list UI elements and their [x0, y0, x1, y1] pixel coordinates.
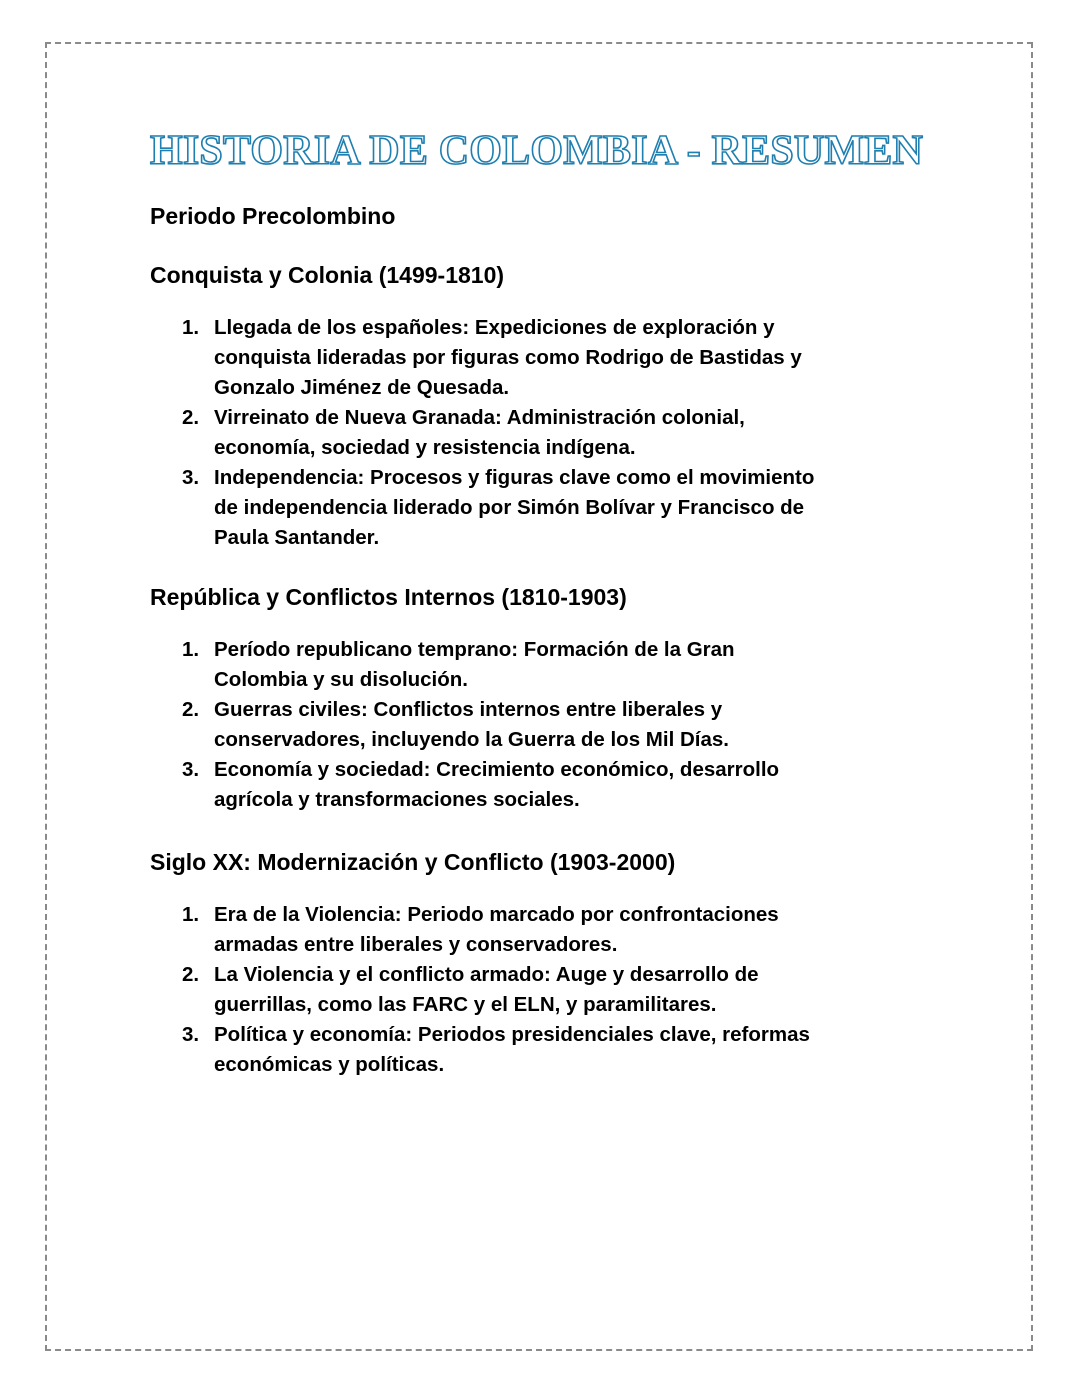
section-heading-republica: República y Conflictos Internos (1810-1903) — [150, 584, 627, 610]
list-item — [182, 960, 950, 1020]
list-item-line: conquista lideradas por figuras como Rodrigo de Bastidas y — [214, 346, 802, 369]
list-item-line: armadas entre liberales y conservadores. — [214, 933, 618, 956]
list-item — [182, 755, 950, 815]
list-item-number: 3. — [182, 466, 200, 489]
document-content — [150, 118, 950, 1080]
list-item-line: Virreinato de Nueva Granada: Administración colonial, — [214, 406, 745, 429]
list-item-line: económicas y políticas. — [214, 1053, 445, 1076]
list-item-number: 2. — [182, 406, 200, 429]
list-conquista — [150, 313, 950, 553]
list-item-number: 3. — [182, 758, 200, 781]
list-item-number: 1. — [182, 903, 200, 926]
list-item-line: Guerras civiles: Conflictos internos entre liberales y — [214, 698, 723, 721]
list-item — [182, 313, 950, 403]
list-item-line: Independencia: Procesos y figuras clave como el movimiento — [214, 466, 815, 489]
list-item — [182, 695, 950, 755]
list-item-line: agrícola y transformaciones sociales. — [214, 788, 580, 811]
list-item — [182, 900, 950, 960]
list-item-line: Colombia y su disolución. — [214, 668, 468, 691]
section-heading-precolombino: Periodo Precolombino — [150, 203, 396, 229]
section-heading-conquista: Conquista y Colonia (1499-1810) — [150, 262, 505, 288]
list-item — [182, 635, 950, 695]
list-item — [182, 403, 950, 463]
list-item-number: 2. — [182, 963, 200, 986]
list-item-line: Era de la Violencia: Periodo marcado por confrontaciones — [214, 903, 779, 926]
list-item-line: conservadores, incluyendo la Guerra de los Mil Días. — [214, 728, 729, 751]
list-item-number: 2. — [182, 698, 200, 721]
list-item-number: 1. — [182, 316, 200, 339]
document-title: HISTORIA DE COLOMBIA - RESUMEN — [150, 128, 924, 174]
list-item-line: Llegada de los españoles: Expediciones de exploración y — [214, 316, 775, 339]
list-item-line: guerrillas, como las FARC y el ELN, y paramilitares. — [214, 993, 717, 1016]
list-item-line: Economía y sociedad: Crecimiento económico, desarrollo — [214, 758, 780, 781]
list-item-line: Política y economía: Periodos presidenciales clave, reformas — [214, 1023, 810, 1046]
section-heading-siglo-xx: Siglo XX: Modernización y Conflicto (1903-2000) — [150, 849, 676, 875]
list-item-number: 3. — [182, 1023, 200, 1046]
list-item-line: Paula Santander. — [214, 526, 380, 549]
list-siglo-xx — [150, 900, 950, 1080]
list-item — [182, 463, 950, 553]
list-item-number: 1. — [182, 638, 200, 661]
list-item-line: de independencia liderado por Simón Bolívar y Francisco de — [214, 496, 805, 519]
list-item-line: La Violencia y el conflicto armado: Auge y desarrollo de — [214, 963, 759, 986]
list-item-line: Gonzalo Jiménez de Quesada. — [214, 376, 510, 399]
list-republica — [150, 635, 950, 815]
list-item-line: economía, sociedad y resistencia indígena. — [214, 436, 636, 459]
list-item — [182, 1020, 950, 1080]
list-item-line: Período republicano temprano: Formación de la Gran — [214, 638, 735, 661]
